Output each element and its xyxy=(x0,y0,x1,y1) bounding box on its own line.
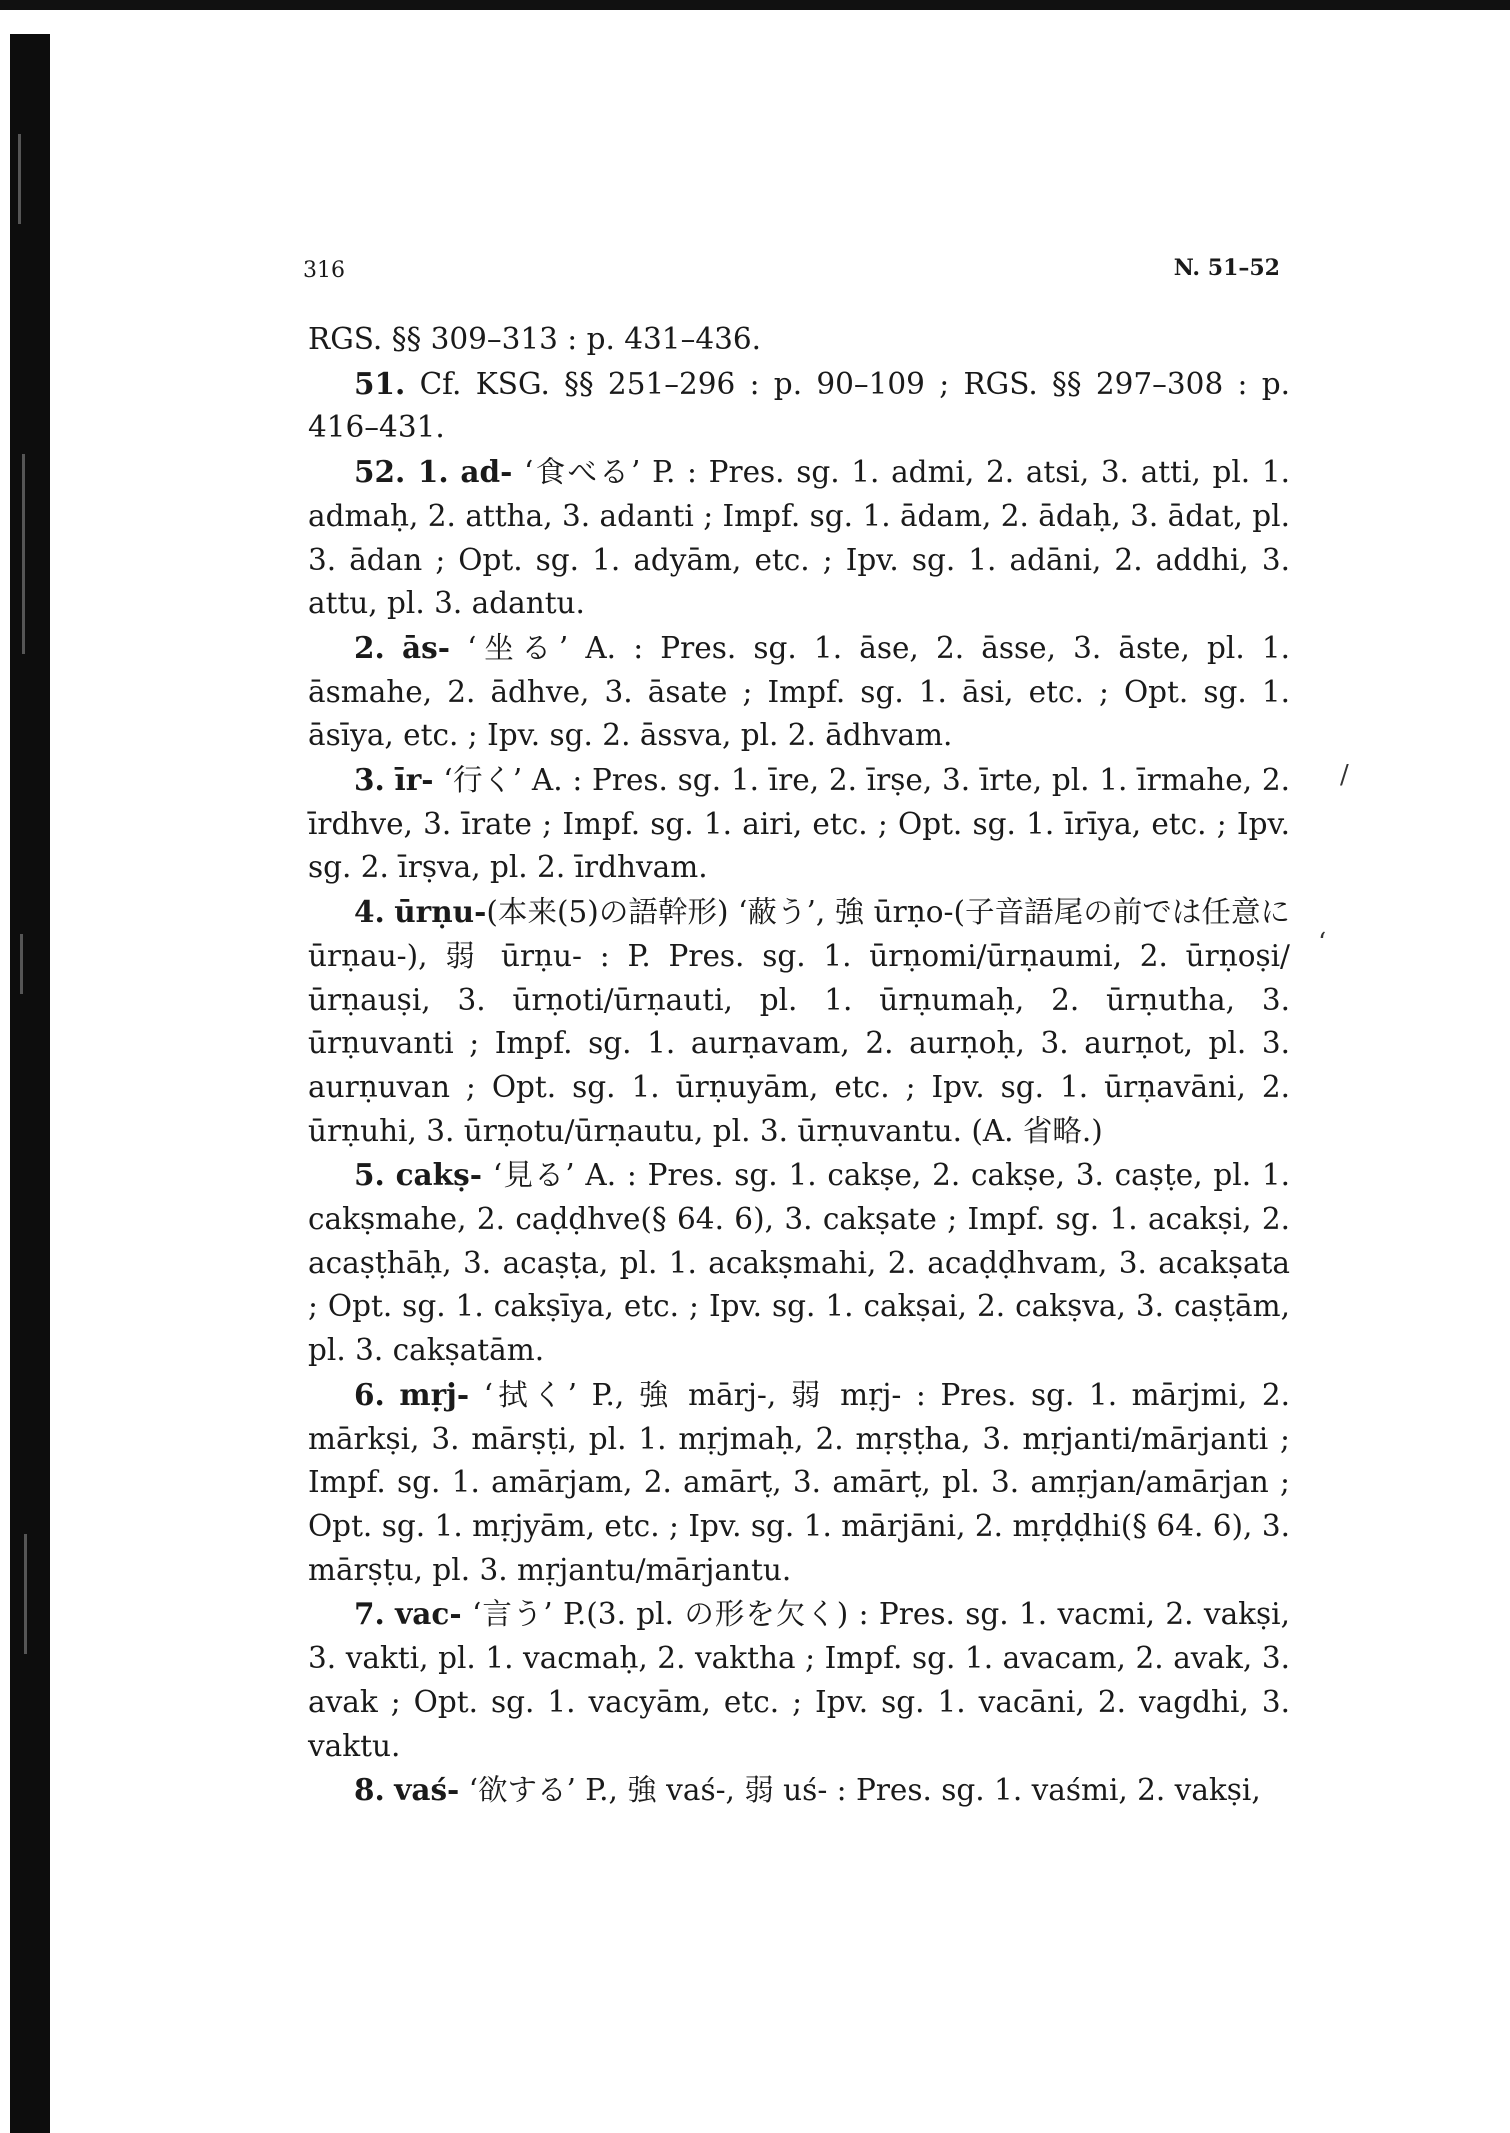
entry-text: ‘見る’ A. : Pres. sg. 1. cakṣe, 2. cakṣe, 3. caṣṭe, pl. 1. cakṣmahe, 2. caḍḍhve(§ 64. 6), 3. cakṣate ; Impf. sg. 1. acakṣi, 2. acaṣṭhāḥ, 3. acaṣṭa, pl. 1. acakṣmahi, 2. acaḍḍhvam, 3. acakṣata ; Opt. sg. 1. cakṣīya, etc. ; Ipv. sg. 1. cakṣai, 2. cakṣva, 3. caṣṭām, pl. 3. cakṣatām. xyxy=(308,1158,1290,1368)
entry-vas xyxy=(308,1768,1290,1813)
entry-headword: īr- xyxy=(394,762,434,798)
entry-text: ‘行く’ A. : Pres. sg. 1. īre, 2. īrṣe, 3. īrte, pl. 1. īrmahe, 2. īrdhve, 3. īrate ; Impf. sg. 1. airi, etc. ; Opt. sg. 1. īrīya, etc. ; Ipv. sg. 2. īrṣva, pl. 2. īrdhvam. xyxy=(308,763,1290,885)
section-number: 51. xyxy=(354,365,406,401)
spine-mark xyxy=(22,454,25,654)
page-number: 316 xyxy=(303,258,345,283)
margin-mark: / xyxy=(1340,760,1349,790)
margin-mark: ‘ xyxy=(1318,928,1327,958)
entry-mrj xyxy=(308,1373,1290,1593)
entry-caks xyxy=(308,1153,1290,1373)
entry-text: ‘食べる’ P. : Pres. sg. 1. admi, 2. atsi, 3. atti, pl. 1. admaḥ, 2. attha, 3. adanti ; Impf. sg. 1. ādam, 2. ādaḥ, 3. ādat, pl. 3. ādan ; Opt. sg. 1. adyām, etc. ; Ipv. sg. 1. adāni, 2. addhi, 3. attu, pl. 3. adantu. xyxy=(308,455,1290,621)
entry-headword: cakṣ- xyxy=(395,1157,482,1193)
spine-mark xyxy=(20,934,23,994)
entry-number: 2. xyxy=(354,629,385,665)
entry-text: ‘坐る’ A. : Pres. sg. 1. āse, 2. āsse, 3. āste, pl. 1. āsmahe, 2. ādhve, 3. āsate ; Impf. sg. 1. āsi, etc. ; Opt. sg. 1. āsīya, etc. ; Ipv. sg. 2. āssva, pl. 2. ādhvam. xyxy=(308,630,1290,753)
entry-headword: ās- xyxy=(401,629,450,665)
entry-number: 52. 1. xyxy=(354,454,449,490)
entry-number: 7. xyxy=(354,1596,385,1632)
entry-number: 8. xyxy=(354,1772,385,1808)
entry-text: (本来(5)の語幹形) ‘蔽う’, 強 ūrṇo-(子音語尾の前では任意に ūrṇau-), 弱 ūrṇu- : P. Pres. sg. 1. ūrṇomi/ūrṇaumi, 2. ūrṇoṣi/ūrṇauṣi, 3. ūrṇoti/ūrṇauti, pl. 1. ūrṇumaḥ, 2. ūrṇutha, 3. ūrṇuvanti ; Impf. sg. 1. aurṇavam, 2. aurṇoḥ, 3. aurṇot, pl. 3. aurṇuvan ; Opt. sg. 1. ūrṇuyām, etc. ; Ipv. sg. 1. ūrṇavāni, 2. ūrṇuhi, 3. ūrṇotu/ūrṇautu, pl. 3. ūrṇuvantu. (A. 省略.) xyxy=(308,895,1290,1148)
entry-text: ‘拭く’ P., 強 mārj-, 弱 mṛj- : Pres. sg. 1. mārjmi, 2. mārkṣi, 3. mārṣṭi, pl. 1. mṛjmaḥ, 2. mṛṣṭha, 3. mṛjanti/mārjanti ; Impf. sg. 1. amārjam, 2. amārṭ, 3. amārṭ, pl. 3. amṛjan/amārjan ; Opt. sg. 1. mṛjyām, etc. ; Ipv. sg. 1. mārjāni, 2. mṛḍḍhi(§ 64. 6), 3. mārṣṭu, pl. 3. mṛjantu/mārjantu. xyxy=(308,1377,1290,1587)
entry-vac xyxy=(308,1592,1290,1768)
entry-headword: ad- xyxy=(460,454,513,490)
paragraph-text: Cf. KSG. §§ 251–296 : p. 90–109 ; RGS. §§ 297–308 : p. 416–431. xyxy=(308,366,1290,445)
entry-urnu xyxy=(308,890,1290,1153)
entry-headword: vac- xyxy=(395,1596,462,1632)
spine-mark xyxy=(18,134,21,224)
entry-ir xyxy=(308,758,1290,890)
paragraph-refs: RGS. §§ 309–313 : p. 431–436. xyxy=(308,322,762,356)
entry-as xyxy=(308,626,1290,758)
entry-text: ‘言う’ P.(3. pl. の形を欠く) : Pres. sg. 1. vacmi, 2. vakṣi, 3. vakti, pl. 1. vacmaḥ, 2. vaktha ; Impf. sg. 1. avacam, 2. avak, 3. avak ; Opt. sg. 1. vacyām, etc. ; Ipv. sg. 1. vacāni, 2. vagdhi, 3. vaktu. xyxy=(308,1597,1290,1763)
running-head: N. 51–52 xyxy=(1173,255,1280,281)
paragraph-51 xyxy=(308,362,1290,450)
entry-number: 3. xyxy=(354,762,385,798)
page-body xyxy=(308,318,1290,1813)
entry-number: 5. xyxy=(354,1157,385,1193)
entry-ad xyxy=(308,450,1290,626)
entry-headword: ūrṇu- xyxy=(394,894,487,930)
entry-number: 6. xyxy=(354,1376,385,1412)
entry-headword: mṛj- xyxy=(399,1376,470,1412)
entry-text: ‘欲する’ P., 強 vaś-, 弱 uś- : Pres. sg. 1. vaśmi, 2. vakṣi, xyxy=(459,1773,1261,1808)
entry-headword: vaś- xyxy=(394,1772,460,1808)
scan-top-edge xyxy=(0,0,1510,10)
spine-mark xyxy=(24,1534,27,1654)
scan-binding-shadow xyxy=(10,34,50,2133)
entry-number: 4. xyxy=(354,894,385,930)
